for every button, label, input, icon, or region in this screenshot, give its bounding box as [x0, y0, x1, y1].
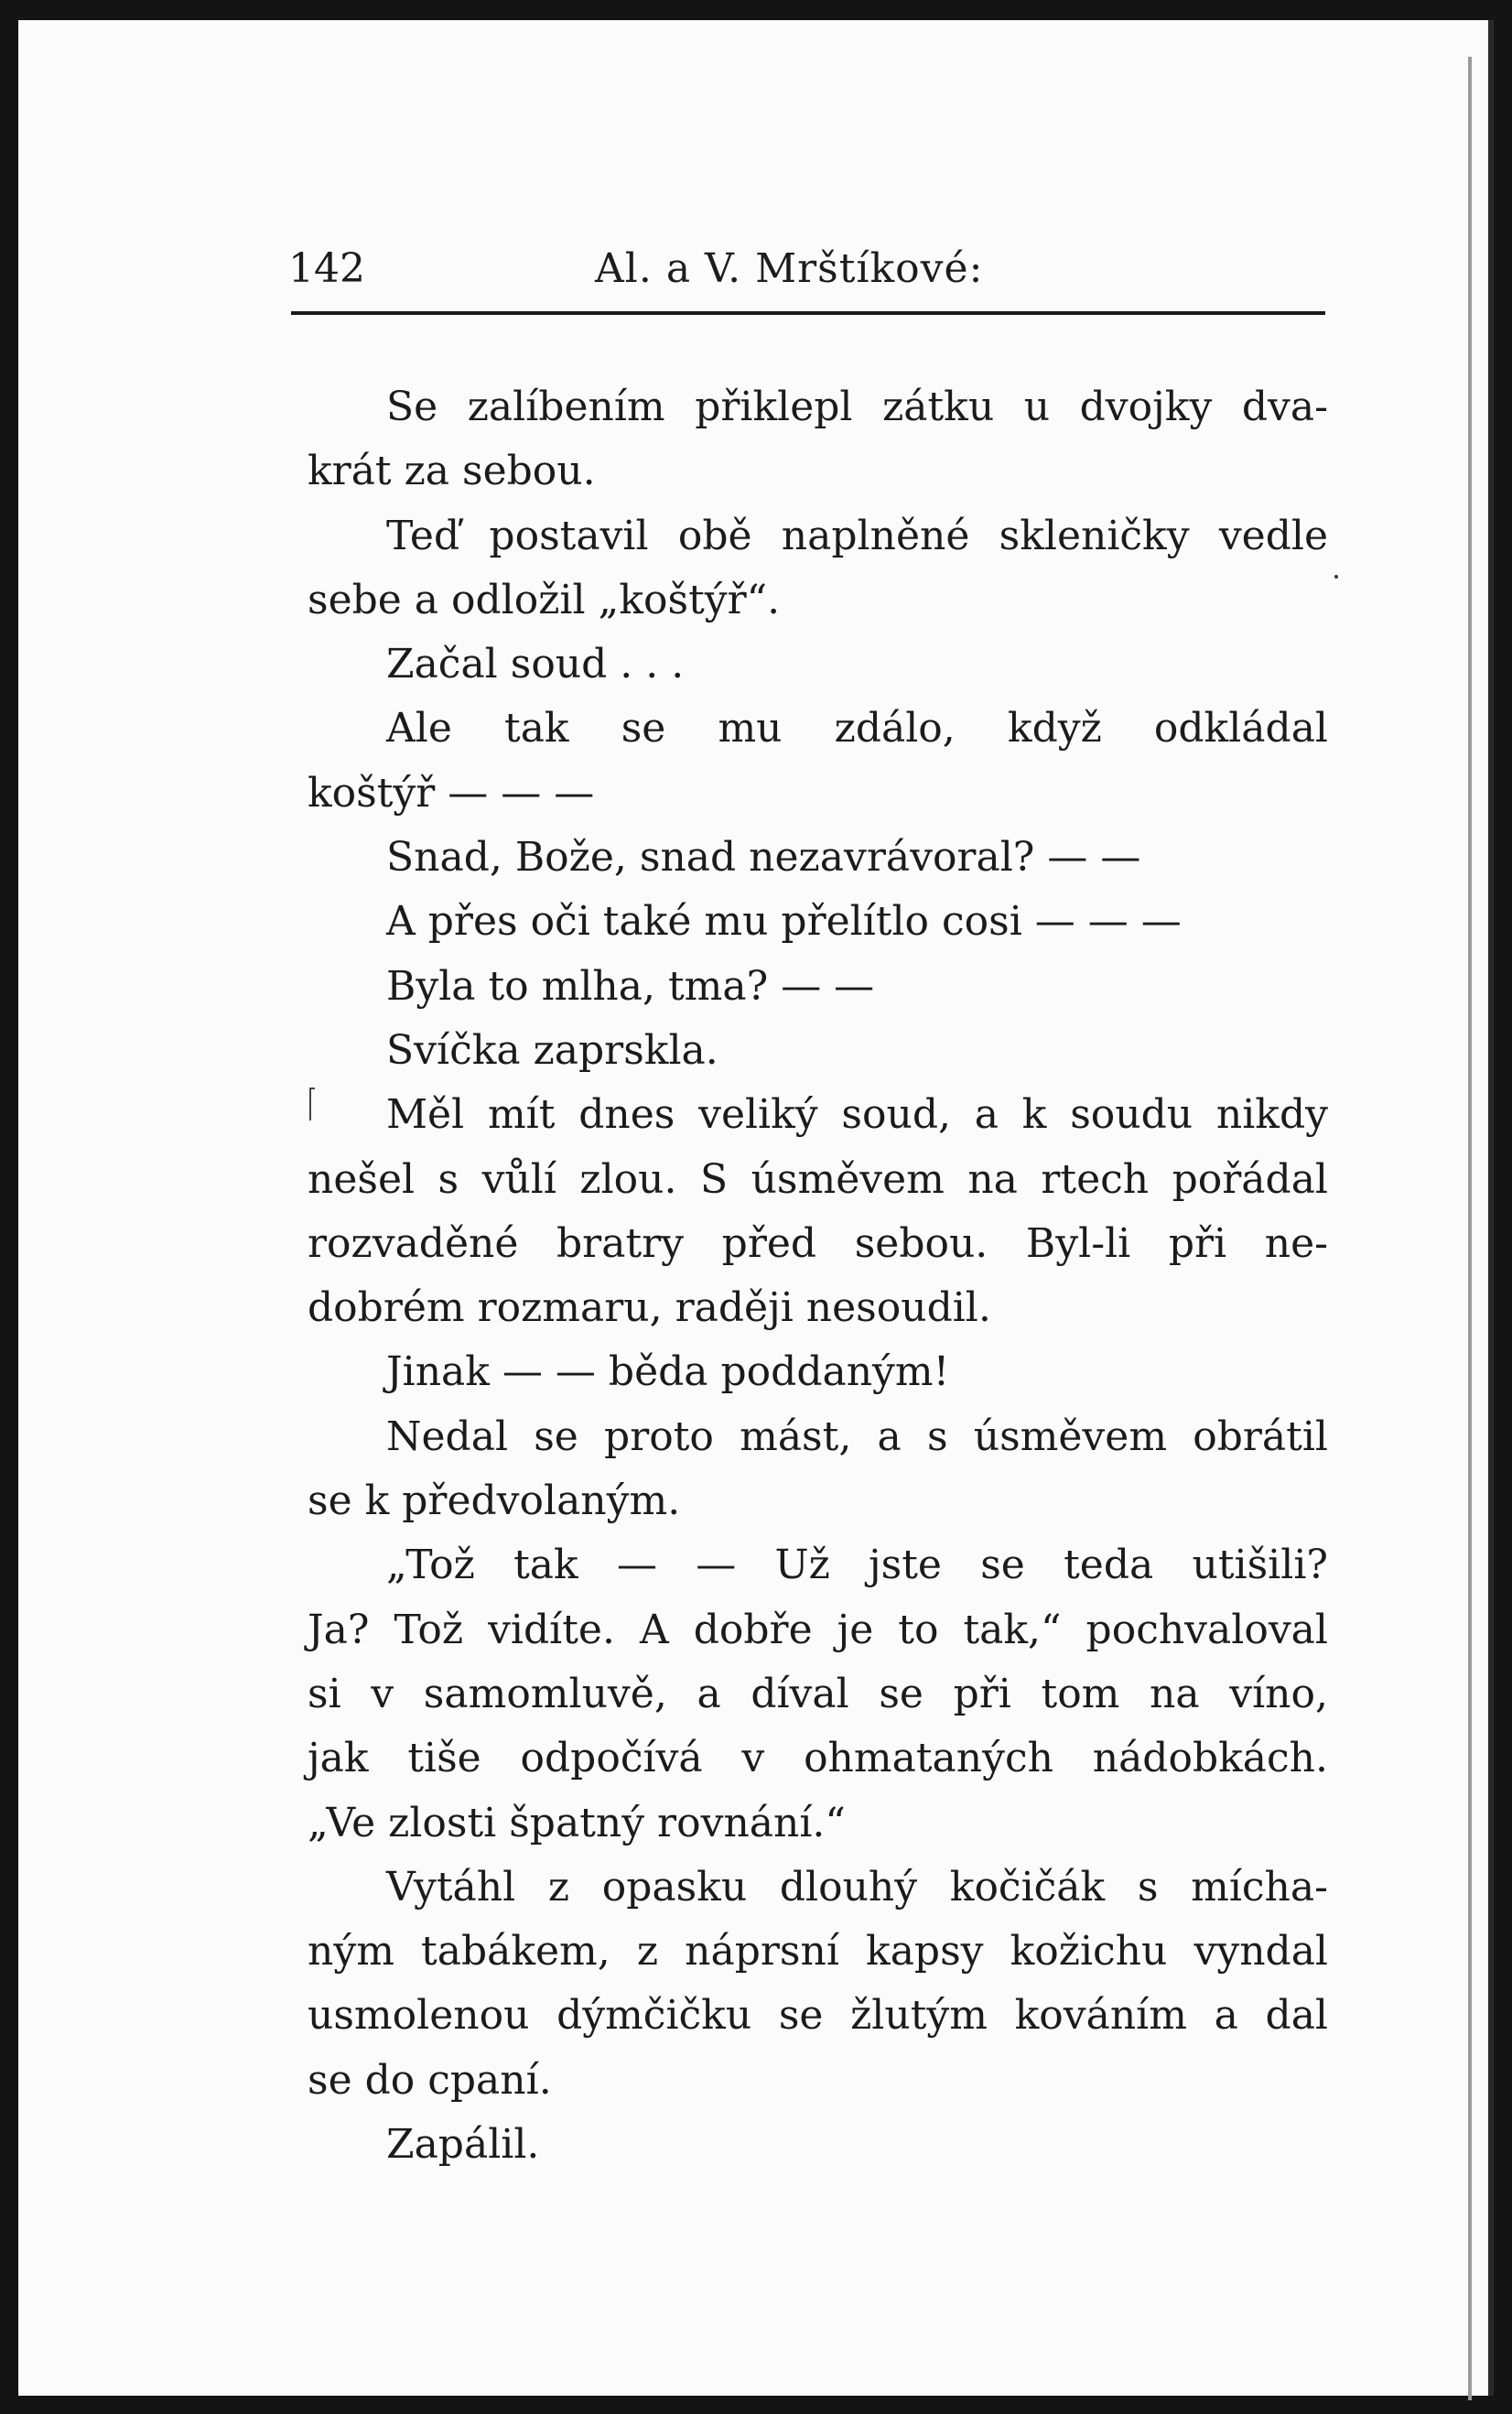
text-line: Zapálil.: [386, 2121, 540, 2169]
text-line: Teď postavil obě naplněné skleničky vedle: [386, 512, 1328, 559]
text-line: Ja? Tož vidíte. A dobře je to tak,“ pochvaloval: [308, 1606, 1328, 1653]
text-line: dobrém rozmaru, raději nesoudil.: [308, 1284, 991, 1332]
text-line: krát za sebou.: [308, 448, 596, 495]
text-line: koštýř — — —: [308, 769, 595, 817]
running-head: Al. a V. Mrštíkové:: [595, 245, 984, 292]
text-line: Nedal se proto mást, a s úsměvem obrátil: [386, 1413, 1328, 1460]
text-line: nešel s vůlí zlou. S úsměvem na rtech pořádal: [308, 1155, 1328, 1203]
page-number: 142: [288, 245, 365, 292]
text-line: Měl mít dnes veliký soud, a k soudu nikdy: [386, 1091, 1328, 1139]
text-line: usmolenou dýmčičku se žlutým kováním a dal: [308, 1992, 1328, 2040]
text-line: si v samomluvě, a díval se při tom na víno,: [308, 1670, 1328, 1717]
text-line: rozvaděné bratry před sebou. Byl-li při ne-: [308, 1219, 1328, 1267]
text-line: Jinak — — běda poddaným!: [386, 1348, 950, 1396]
text-line: Se zalíbením přiklepl zátku u dvojky dva-: [386, 384, 1328, 430]
text-line: Ale tak se mu zdálo, když odkládal: [386, 705, 1328, 752]
text-line: Začal soud . . .: [386, 641, 685, 688]
text-line: Byla to mlha, tma? — —: [386, 962, 875, 1010]
text-line: ným tabákem, z náprsní kapsy kožichu vyndal: [308, 1928, 1328, 1976]
text-line: se do cpaní.: [308, 2056, 552, 2104]
text-line: Snad, Bože, snad nezavrávoral? — —: [386, 834, 1141, 882]
text-line: „Ve zlosti špatný rovnání.“: [308, 1799, 846, 1846]
text-line: jak tiše odpočívá v ohmataných nádobkách.: [308, 1735, 1328, 1782]
page-header: [288, 245, 1323, 300]
header-rule: [291, 311, 1325, 315]
text-line: Svíčka zaprskla.: [386, 1026, 718, 1074]
body-text: [308, 375, 1328, 2177]
text-line: „Tož tak — — Už jste se teda utišili?: [386, 1542, 1328, 1589]
scan-edge: [1468, 57, 1472, 2400]
paper-speck: [1334, 575, 1338, 579]
text-line: se k předvolaným.: [308, 1478, 681, 1525]
text-line: A přes oči také mu přelítlo cosi — — —: [386, 898, 1182, 946]
text-line: Vytáhl z opasku dlouhý kočičák s mícha-: [386, 1863, 1328, 1911]
text-line: sebe a odložil „koštýř“.: [308, 576, 781, 623]
